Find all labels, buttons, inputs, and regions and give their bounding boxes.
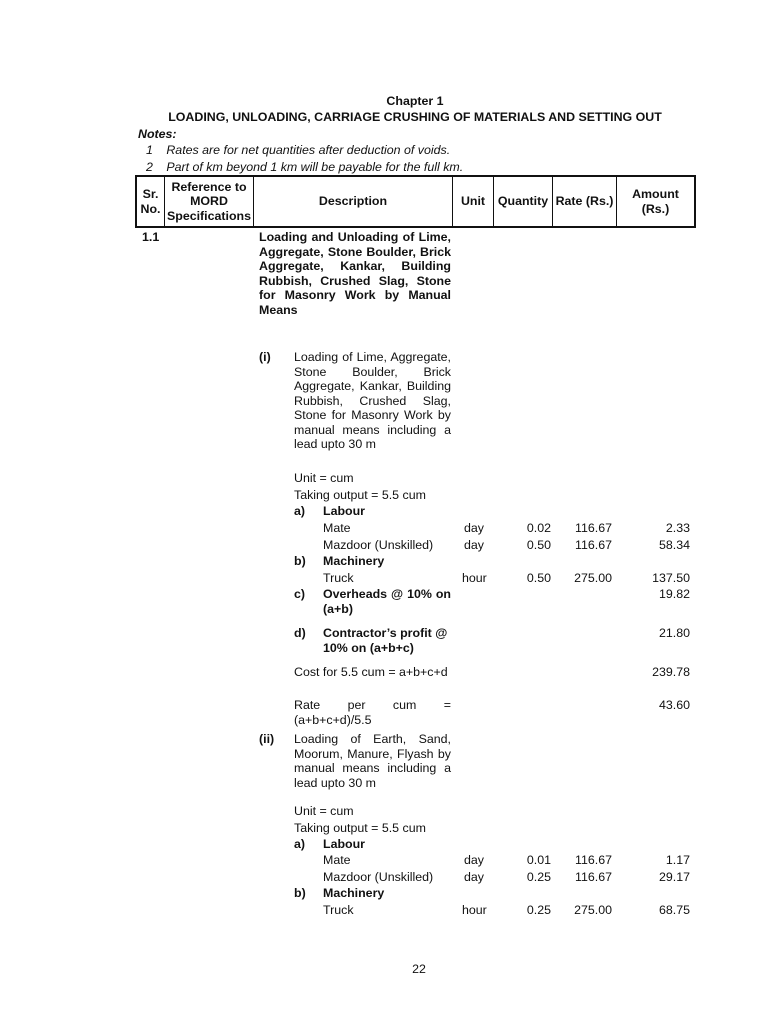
sub-i-truck-name: Truck: [323, 571, 354, 585]
sub-i-overheads-amount: 19.82: [658, 587, 690, 601]
sub-i-mate-unit: day: [464, 521, 484, 535]
sub-i-mazdoor-unit: day: [464, 538, 484, 552]
sub-i-mazdoor-rate: 116.67: [575, 538, 612, 552]
sub-i-cost-text: Cost for 5.5 cum = a+b+c+d: [294, 665, 448, 679]
note-1-text: Rates are for net quantities after deduction of voids.: [166, 143, 451, 157]
sub-i-rate-text: Rate per cum = (a+b+c+d)/5.5: [294, 698, 451, 727]
sub-i-overheads-title: Overheads @ 10% on (a+b): [323, 587, 451, 616]
header-description: Description: [254, 176, 453, 227]
header-reference: Reference to MORD Specifications: [165, 176, 254, 227]
sub-ii-mazdoor-amount: 29.17: [658, 870, 690, 884]
sub-i-truck-rate: 275.00: [574, 571, 612, 585]
sub-i-cost-amount: 239.78: [652, 665, 690, 679]
chapter-title: LOADING, UNLOADING, CARRIAGE CRUSHING OF MATERIALS AND SETTING OUT: [168, 110, 662, 124]
sub-ii-machinery-title: Machinery: [323, 886, 385, 900]
sub-i-profit-label: d): [294, 626, 306, 640]
sub-ii-mate-qty: 0.01: [526, 853, 551, 867]
sub-i-output-line: Taking output = 5.5 cum: [294, 488, 426, 502]
sub-i-truck-qty: 0.50: [526, 571, 551, 585]
note-2-number: 2: [146, 160, 153, 174]
sub-i-mazdoor-amount: 58.34: [658, 538, 690, 552]
sub-ii-unit-line: Unit = cum: [294, 804, 354, 818]
sub-ii-mate-name: Mate: [323, 853, 351, 867]
sub-ii-truck-rate: 275.00: [574, 903, 612, 917]
header-unit: Unit: [453, 176, 494, 227]
header-rate: Rate (Rs.): [553, 176, 617, 227]
sub-ii-machinery-label: b): [294, 886, 306, 900]
sub-i-truck-amount: 137.50: [652, 571, 690, 585]
note-2: [146, 160, 463, 174]
sub-ii-mazdoor-qty: 0.25: [526, 870, 551, 884]
page-number: 22: [412, 962, 426, 976]
sub-i-mate-rate: 116.67: [575, 521, 612, 535]
sub-i-description: Loading of Lime, Aggregate, Stone Boulder, Brick Aggregate, Kankar, Building Rubbish, Crushed Slag, Stone for Masonry Work by manual means including a lead upto 30 m: [294, 350, 451, 451]
sub-ii-mazdoor-unit: day: [464, 870, 484, 884]
sub-ii-mate-unit: day: [464, 853, 484, 867]
sub-i-rate-amount: 43.60: [658, 698, 690, 712]
notes-label: Notes:: [138, 127, 177, 141]
sub-ii-label: (ii): [259, 732, 275, 746]
sub-i-profit-amount: 21.80: [658, 626, 690, 640]
sub-i-machinery-label: b): [294, 554, 306, 568]
sub-i-mazdoor-qty: 0.50: [526, 538, 551, 552]
sub-i-mate-name: Mate: [323, 521, 351, 535]
sub-ii-truck-name: Truck: [323, 903, 354, 917]
sub-i-mate-qty: 0.02: [526, 521, 551, 535]
sub-ii-truck-amount: 68.75: [658, 903, 690, 917]
note-2-text: Part of km beyond 1 km will be payable for the full km.: [166, 160, 464, 174]
chapter-label: Chapter 1: [386, 94, 444, 108]
sub-i-machinery-title: Machinery: [323, 554, 385, 568]
note-1-number: 1: [146, 143, 153, 157]
sub-ii-labour-label: a): [294, 837, 306, 851]
sub-i-label: (i): [259, 350, 271, 364]
sub-ii-mate-rate: 116.67: [575, 853, 612, 867]
item-heading: Loading and Unloading of Lime, Aggregate, Stone Boulder, Brick Aggregate, Kankar, Building Rubbish, Crushed Slag, Stone for Masonry Work by Manual Means: [259, 230, 451, 317]
sub-ii-mazdoor-name: Mazdoor (Unskilled): [323, 870, 434, 884]
sub-i-unit-line: Unit = cum: [294, 471, 354, 485]
table-header: [135, 175, 696, 228]
sub-ii-labour-title: Labour: [323, 837, 365, 851]
sub-ii-truck-unit: hour: [462, 903, 487, 917]
sub-i-labour-label: a): [294, 504, 306, 518]
sub-ii-mazdoor-rate: 116.67: [575, 870, 612, 884]
sub-i-labour-title: Labour: [323, 504, 365, 518]
note-1: [146, 143, 450, 157]
sub-ii-output-line: Taking output = 5.5 cum: [294, 821, 426, 835]
sub-i-truck-unit: hour: [462, 571, 487, 585]
sub-i-mazdoor-name: Mazdoor (Unskilled): [323, 538, 434, 552]
sub-ii-description: Loading of Earth, Sand, Moorum, Manure, Flyash by manual means including a lead upto 30 m: [294, 732, 451, 790]
sub-i-overheads-label: c): [294, 587, 306, 601]
sub-ii-mate-amount: 1.17: [665, 853, 690, 867]
sub-ii-truck-qty: 0.25: [526, 903, 551, 917]
header-sr-no: Sr. No.: [136, 176, 165, 227]
sub-i-profit-title: Contractor’s profit @ 10% on (a+b+c): [323, 626, 448, 655]
item-sr-no: 1.1: [142, 230, 160, 244]
header-quantity: Quantity: [494, 176, 553, 227]
header-amount: Amount (Rs.): [617, 176, 696, 227]
sub-i-mate-amount: 2.33: [665, 521, 690, 535]
